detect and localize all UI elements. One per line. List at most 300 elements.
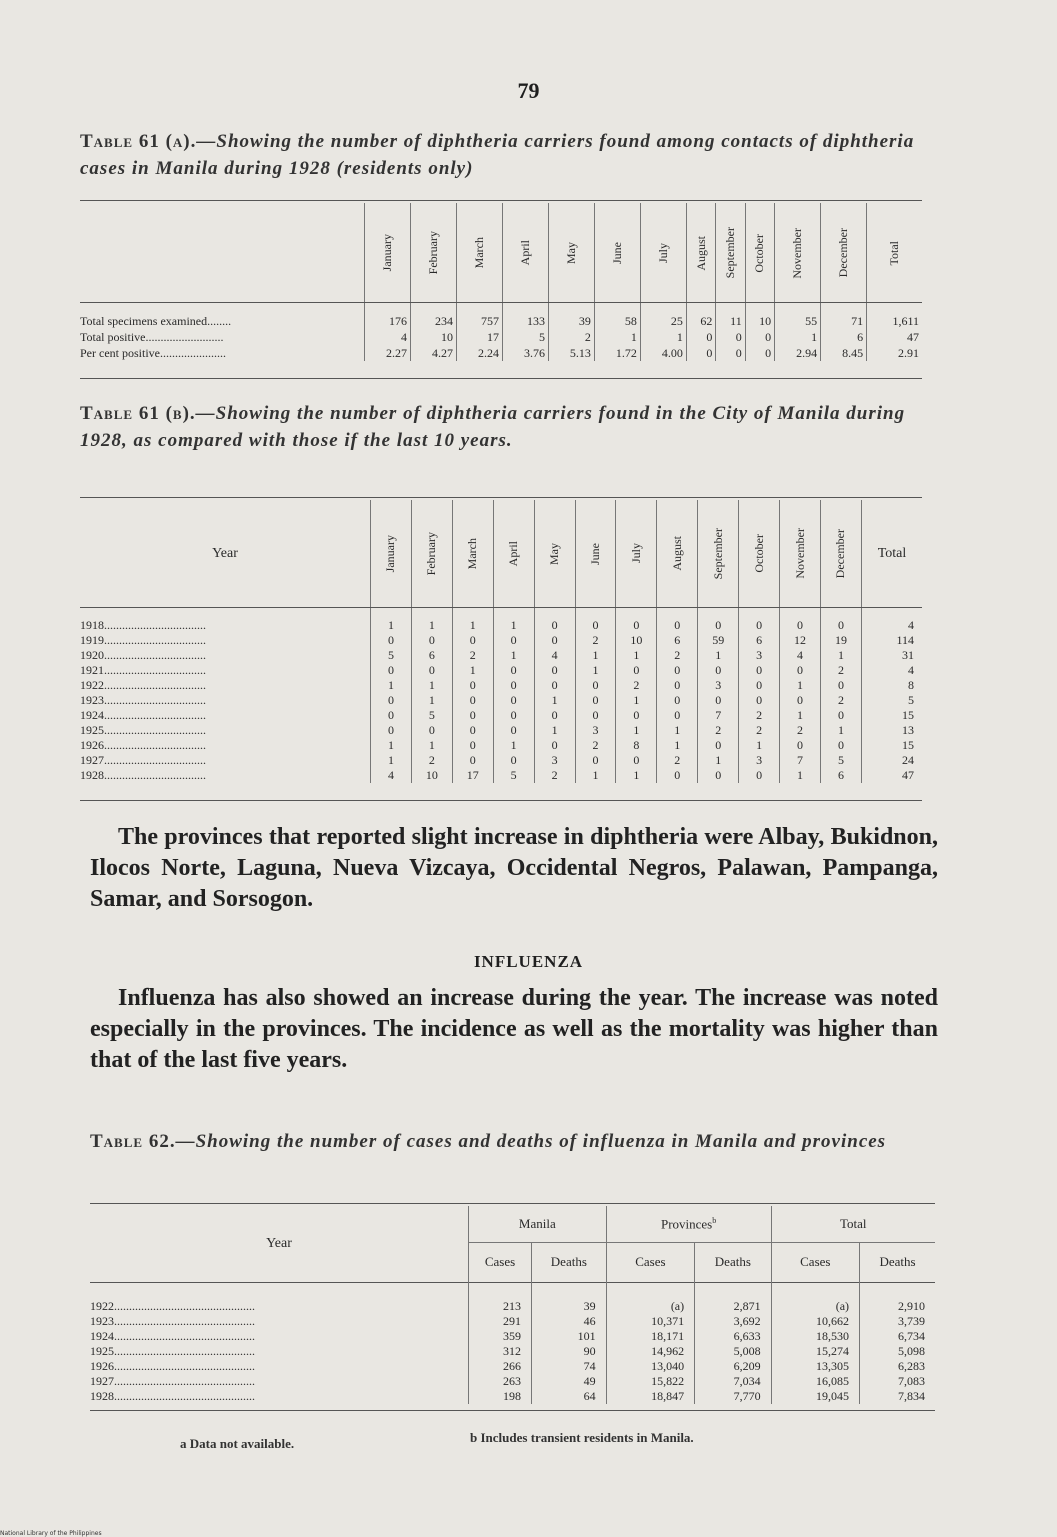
- table-cell: 1: [640, 329, 686, 345]
- table-cell: 14,962: [606, 1344, 694, 1359]
- table-cell: 0: [616, 753, 657, 768]
- table-cell: 7,834: [860, 1389, 935, 1404]
- table-cell: 2.24: [456, 345, 502, 361]
- table-cell: 5,008: [695, 1344, 771, 1359]
- table-cell: 0: [820, 708, 861, 723]
- table-61a: [80, 203, 922, 361]
- table-cell: 6: [739, 633, 780, 648]
- section-title: INFLUENZA: [473, 952, 584, 971]
- month-label: January: [383, 534, 398, 573]
- table-row: [80, 768, 922, 783]
- provinces-footnote-mark: b: [712, 1215, 717, 1225]
- table-cell: 0: [411, 723, 452, 738]
- month-label: September: [710, 527, 725, 580]
- table-cell: 39: [532, 1282, 607, 1314]
- table-61a-month-head: [456, 203, 502, 303]
- table-cell: 25: [640, 303, 686, 329]
- month-label: October: [751, 534, 766, 573]
- table-row: [80, 738, 922, 753]
- table-61a-stub-head: [80, 203, 365, 303]
- table-cell: 1: [371, 607, 412, 633]
- table-cell: 7,034: [695, 1374, 771, 1389]
- row-year: 1923..................................: [80, 693, 206, 707]
- month-label: April: [506, 540, 521, 567]
- table-cell: 2: [575, 738, 616, 753]
- table-cell: 4: [862, 663, 923, 678]
- table-cell: 2: [575, 633, 616, 648]
- table-cell: 1: [452, 663, 493, 678]
- table-cell: 5: [493, 768, 534, 783]
- table-cell: 0: [657, 708, 698, 723]
- table-cell: 24: [862, 753, 923, 768]
- rule: [90, 1203, 935, 1204]
- table-cell: 2: [616, 678, 657, 693]
- month-label: February: [424, 531, 439, 576]
- table-62-caption: [90, 1128, 938, 1155]
- table-cell: 6: [411, 648, 452, 663]
- row-year: 1921..................................: [80, 663, 206, 677]
- table-62-group-total: Total: [771, 1206, 935, 1242]
- month-label: February: [425, 231, 440, 275]
- table-cell: 1: [411, 678, 452, 693]
- table-61a-month-head: [502, 203, 548, 303]
- table-cell: 0: [452, 708, 493, 723]
- table-cell: 2: [657, 753, 698, 768]
- table-cell: 2: [698, 723, 739, 738]
- table-62-subhead: Deaths: [532, 1242, 607, 1282]
- table-cell: 3,692: [695, 1314, 771, 1329]
- table-row: [80, 329, 922, 345]
- library-watermark: National Library of the Philippines: [0, 1530, 102, 1537]
- table-61a-month-head: [821, 203, 867, 303]
- rule: [80, 302, 922, 303]
- table-cell: 71: [821, 303, 867, 329]
- table-62-subhead: Cases: [469, 1242, 532, 1282]
- table-cell: 2,871: [695, 1282, 771, 1314]
- rule: [90, 1410, 935, 1411]
- table-row: [80, 607, 922, 633]
- table-61b: [80, 500, 922, 783]
- table-cell: 2: [534, 768, 575, 783]
- table-cell: 198: [469, 1389, 532, 1404]
- table-61a-month-head: [775, 203, 821, 303]
- table-cell: 0: [716, 329, 745, 345]
- table-cell: 291: [469, 1314, 532, 1329]
- table-cell: 0: [739, 693, 780, 708]
- table-cell: 2.27: [365, 345, 411, 361]
- table-cell: 1: [534, 723, 575, 738]
- row-year: 1926..................................: [80, 738, 206, 752]
- table-cell: 39: [548, 303, 594, 329]
- table-61a-month-head: [410, 203, 456, 303]
- table-cell: 0: [616, 708, 657, 723]
- table-cell: 2: [820, 663, 861, 678]
- table-cell: 15,274: [771, 1344, 859, 1359]
- table-61b-month-head: [452, 500, 493, 607]
- row-year: 1922...............................................: [90, 1299, 255, 1313]
- table-cell: 1: [371, 738, 412, 753]
- table-cell: 2.91: [867, 345, 922, 361]
- table-61a-title: —Showing the number of diphtheria carriers found among contacts of diphtheria cases in Manila during 1928 (residents only): [80, 131, 915, 179]
- table-cell: 0: [686, 345, 715, 361]
- table-61a-header-row: [80, 203, 922, 303]
- footnote-b: b Includes transient residents in Manila.: [470, 1430, 694, 1445]
- table-cell: 0: [745, 345, 774, 361]
- table-cell: 0: [616, 663, 657, 678]
- table-cell: 8: [862, 678, 923, 693]
- table-cell: 6,734: [860, 1329, 935, 1344]
- table-cell: 18,171: [606, 1329, 694, 1344]
- table-cell: 0: [534, 708, 575, 723]
- table-cell: 8.45: [821, 345, 867, 361]
- table-cell: 59: [698, 633, 739, 648]
- table-cell: 1: [411, 693, 452, 708]
- table-cell: 5.13: [548, 345, 594, 361]
- table-row: [80, 345, 922, 361]
- provinces-head-text: Provinces: [660, 1215, 713, 1231]
- table-cell: (a): [771, 1282, 859, 1314]
- table-cell: 359: [469, 1329, 532, 1344]
- table-cell: 3: [534, 753, 575, 768]
- table-cell: 58: [594, 303, 640, 329]
- table-cell: 6: [821, 329, 867, 345]
- row-year: 1925...............................................: [90, 1344, 255, 1358]
- table-cell: 1: [411, 607, 452, 633]
- table-cell: 0: [716, 345, 745, 361]
- table-cell: 1: [452, 607, 493, 633]
- rule: [80, 497, 922, 498]
- table-cell: 0: [820, 738, 861, 753]
- table-61b-month-head: [820, 500, 861, 607]
- table-cell: 5: [502, 329, 548, 345]
- table-row: [80, 678, 922, 693]
- table-cell: 0: [493, 708, 534, 723]
- table-cell: 2: [548, 329, 594, 345]
- table-cell: 0: [493, 663, 534, 678]
- table-61b-title: —Showing the number of diphtheria carriers found in the City of Manila during 1928, as compared with those if the last 10 years.: [80, 403, 906, 451]
- table-61b-header-row: [80, 500, 922, 607]
- table-62-group-manila: Manila: [469, 1206, 607, 1242]
- table-cell: 0: [411, 633, 452, 648]
- table-cell: 3: [698, 678, 739, 693]
- table-cell: 15: [862, 738, 923, 753]
- table-62: [90, 1206, 935, 1404]
- table-61a-month-head: [548, 203, 594, 303]
- table-cell: 0: [452, 753, 493, 768]
- table-cell: 0: [371, 723, 412, 738]
- table-61a-caption: [80, 128, 930, 182]
- table-cell: 12: [780, 633, 821, 648]
- table-cell: 1: [493, 607, 534, 633]
- table-cell: 114: [862, 633, 923, 648]
- month-label: March: [465, 537, 480, 570]
- table-cell: 1: [575, 768, 616, 783]
- table-cell: 18,847: [606, 1389, 694, 1404]
- table-cell: 2: [411, 753, 452, 768]
- month-label: April: [517, 240, 532, 266]
- table-row: [90, 1282, 935, 1314]
- table-cell: 0: [371, 633, 412, 648]
- table-cell: 2: [452, 648, 493, 663]
- table-cell: 4: [365, 329, 411, 345]
- table-cell: 18,530: [771, 1329, 859, 1344]
- table-cell: 1: [575, 663, 616, 678]
- row-year: 1925..................................: [80, 723, 206, 737]
- table-cell: 6: [657, 633, 698, 648]
- row-label: Total positive..........................: [80, 329, 224, 344]
- table-cell: 17: [452, 768, 493, 783]
- month-label: November: [790, 227, 805, 279]
- table-cell: 15,822: [606, 1374, 694, 1389]
- table-cell: 64: [532, 1389, 607, 1404]
- table-cell: 4: [534, 648, 575, 663]
- table-cell: 757: [456, 303, 502, 329]
- table-cell: 0: [371, 708, 412, 723]
- table-row: [90, 1389, 935, 1404]
- table-61a-month-head: [686, 203, 715, 303]
- table-cell: 266: [469, 1359, 532, 1374]
- table-cell: 0: [411, 663, 452, 678]
- table-61a-month-head: [867, 203, 922, 303]
- table-61b-month-head: [493, 500, 534, 607]
- table-cell: 0: [780, 663, 821, 678]
- row-year: 1927...............................................: [90, 1374, 255, 1388]
- table-cell: 0: [698, 768, 739, 783]
- table-cell: 1.72: [594, 345, 640, 361]
- table-cell: 13,305: [771, 1359, 859, 1374]
- table-cell: 1: [820, 723, 861, 738]
- table-cell: 0: [657, 607, 698, 633]
- table-cell: 1: [739, 738, 780, 753]
- table-row: [90, 1344, 935, 1359]
- table-cell: 3,739: [860, 1314, 935, 1329]
- table-cell: 0: [698, 607, 739, 633]
- table-62-group-provinces: [606, 1206, 771, 1242]
- table-cell: 19: [820, 633, 861, 648]
- table-cell: 6,633: [695, 1329, 771, 1344]
- paragraph-influenza: Influenza has also showed an increase during the year. The increase was noted especially in the provinces. The incidence as well as the mortality was higher than that of the last five years.: [90, 985, 938, 1073]
- table-61a-month-head: [594, 203, 640, 303]
- table-cell: 0: [534, 633, 575, 648]
- table-row: [80, 723, 922, 738]
- table-row: [80, 708, 922, 723]
- table-cell: 0: [452, 693, 493, 708]
- table-cell: 47: [867, 329, 922, 345]
- table-cell: 0: [575, 708, 616, 723]
- table-row: [90, 1329, 935, 1344]
- table-cell: 7: [780, 753, 821, 768]
- table-cell: 1: [534, 693, 575, 708]
- table-62-subhead: Cases: [606, 1242, 694, 1282]
- table-cell: 10,371: [606, 1314, 694, 1329]
- table-row: [90, 1374, 935, 1389]
- table-cell: 47: [862, 768, 923, 783]
- table-cell: 6,209: [695, 1359, 771, 1374]
- table-61a-month-head: [640, 203, 686, 303]
- rule: [80, 607, 922, 608]
- table-cell: 1: [493, 738, 534, 753]
- table-61b-caption: [80, 400, 930, 454]
- table-cell: 1: [371, 753, 412, 768]
- table-cell: 213: [469, 1282, 532, 1314]
- table-cell: 3: [739, 648, 780, 663]
- table-cell: 10: [410, 329, 456, 345]
- month-label: December: [836, 228, 851, 278]
- table-cell: 1: [493, 648, 534, 663]
- table-cell: (a): [606, 1282, 694, 1314]
- table-cell: 0: [452, 738, 493, 753]
- row-year: 1928...............................................: [90, 1389, 255, 1403]
- table-cell: 0: [780, 607, 821, 633]
- table-cell: 0: [534, 678, 575, 693]
- table-cell: 0: [657, 678, 698, 693]
- table-cell: 0: [745, 329, 774, 345]
- table-cell: 5: [411, 708, 452, 723]
- table-cell: 0: [657, 693, 698, 708]
- table-cell: 1: [657, 723, 698, 738]
- table-cell: 0: [739, 768, 780, 783]
- table-61b-month-head: [780, 500, 821, 607]
- table-cell: 2: [657, 648, 698, 663]
- table-cell: 0: [657, 663, 698, 678]
- table-61b-stub-head: Year: [212, 545, 238, 561]
- row-year: 1923...............................................: [90, 1314, 255, 1328]
- table-cell: 3: [739, 753, 780, 768]
- footnote-a: a Data not available.: [180, 1436, 295, 1451]
- table-cell: 5: [820, 753, 861, 768]
- table-cell: 0: [371, 663, 412, 678]
- table-cell: 312: [469, 1344, 532, 1359]
- table-row: [80, 663, 922, 678]
- table-cell: 0: [371, 693, 412, 708]
- table-cell: 4.00: [640, 345, 686, 361]
- month-label: September: [723, 227, 738, 279]
- month-label: May: [547, 542, 562, 565]
- table-62-subhead: Cases: [771, 1242, 859, 1282]
- table-cell: 1: [657, 738, 698, 753]
- table-cell: 0: [493, 678, 534, 693]
- table-cell: 4: [862, 607, 923, 633]
- table-61b-month-head: [371, 500, 412, 607]
- table-cell: 0: [698, 663, 739, 678]
- table-cell: 74: [532, 1359, 607, 1374]
- table-cell: 0: [575, 607, 616, 633]
- table-cell: 1: [698, 648, 739, 663]
- table-cell: 0: [575, 678, 616, 693]
- table-61a-month-head: [745, 203, 774, 303]
- table-cell: 2: [739, 708, 780, 723]
- table-cell: 2: [820, 693, 861, 708]
- table-cell: 0: [575, 753, 616, 768]
- table-cell: 10,662: [771, 1314, 859, 1329]
- table-cell: 0: [820, 607, 861, 633]
- table-cell: 2: [780, 723, 821, 738]
- table-61b-month-head: [575, 500, 616, 607]
- table-cell: 31: [862, 648, 923, 663]
- month-label: June: [587, 542, 602, 565]
- row-year: 1922..................................: [80, 678, 206, 692]
- table-cell: 6: [820, 768, 861, 783]
- table-cell: 1: [575, 648, 616, 663]
- table-row: [80, 633, 922, 648]
- table-61a-month-head: [365, 203, 411, 303]
- month-label: June: [609, 242, 624, 264]
- rule: [80, 800, 922, 801]
- paragraph-diphtheria-provinces: The provinces that reported slight increase in diphtheria were Albay, Bukidnon, Ilocos Norte, Laguna, Nueva Vizcaya, Occidental Negros, Palawan, Pampanga, Samar, and Sorsogon.: [90, 824, 938, 912]
- table-cell: 0: [493, 723, 534, 738]
- table-cell: 0: [657, 768, 698, 783]
- table-cell: 0: [739, 607, 780, 633]
- table-cell: 1: [780, 768, 821, 783]
- month-label: July: [655, 242, 670, 263]
- table-cell: 62: [686, 303, 715, 329]
- table-cell: 0: [575, 693, 616, 708]
- table-cell: 5: [862, 693, 923, 708]
- table-cell: 5: [371, 648, 412, 663]
- table-cell: 0: [698, 693, 739, 708]
- table-61a-month-head: [716, 203, 745, 303]
- table-62-subhead: Deaths: [695, 1242, 771, 1282]
- table-cell: 1: [411, 738, 452, 753]
- table-cell: 263: [469, 1374, 532, 1389]
- table-cell: 1: [594, 329, 640, 345]
- table-61b-month-head: [411, 500, 452, 607]
- table-61b-month-head: [534, 500, 575, 607]
- table-cell: 10: [411, 768, 452, 783]
- table-cell: 1: [780, 708, 821, 723]
- table-62-title: —Showing the number of cases and deaths of influenza in Manila and provinces: [175, 1131, 887, 1152]
- table-cell: 0: [698, 738, 739, 753]
- table-cell: 4: [371, 768, 412, 783]
- row-year: 1920..................................: [80, 648, 206, 662]
- table-cell: 234: [410, 303, 456, 329]
- table-61b-month-head: [616, 500, 657, 607]
- table-cell: 17: [456, 329, 502, 345]
- table-cell: 3.76: [502, 345, 548, 361]
- table-cell: 1: [820, 648, 861, 663]
- table-cell: 1: [616, 693, 657, 708]
- table-cell: 0: [452, 633, 493, 648]
- table-cell: 0: [686, 329, 715, 345]
- month-label: August: [669, 536, 684, 571]
- table-cell: 46: [532, 1314, 607, 1329]
- table-cell: 0: [616, 607, 657, 633]
- month-label: August: [693, 235, 708, 271]
- row-year: 1924..................................: [80, 708, 206, 722]
- table-62-group-head-row: [90, 1206, 935, 1242]
- table-cell: 0: [739, 678, 780, 693]
- table-cell: 0: [780, 738, 821, 753]
- table-row: [90, 1359, 935, 1374]
- row-year: 1924...............................................: [90, 1329, 255, 1343]
- table-61b-label: Table 61 (b).: [80, 403, 196, 424]
- table-cell: 2.94: [775, 345, 821, 361]
- table-cell: 1,611: [867, 303, 922, 329]
- table-cell: 0: [452, 678, 493, 693]
- row-year: 1918..................................: [80, 618, 206, 632]
- table-cell: 8: [616, 738, 657, 753]
- table-cell: 15: [862, 708, 923, 723]
- table-cell: 2: [739, 723, 780, 738]
- table-cell: 176: [365, 303, 411, 329]
- table-cell: 16,085: [771, 1374, 859, 1389]
- table-cell: 7: [698, 708, 739, 723]
- row-label: Per cent positive......................: [80, 345, 226, 360]
- table-62-subhead: Deaths: [860, 1242, 935, 1282]
- table-cell: 1: [698, 753, 739, 768]
- table-cell: 55: [775, 303, 821, 329]
- rule: [80, 378, 922, 379]
